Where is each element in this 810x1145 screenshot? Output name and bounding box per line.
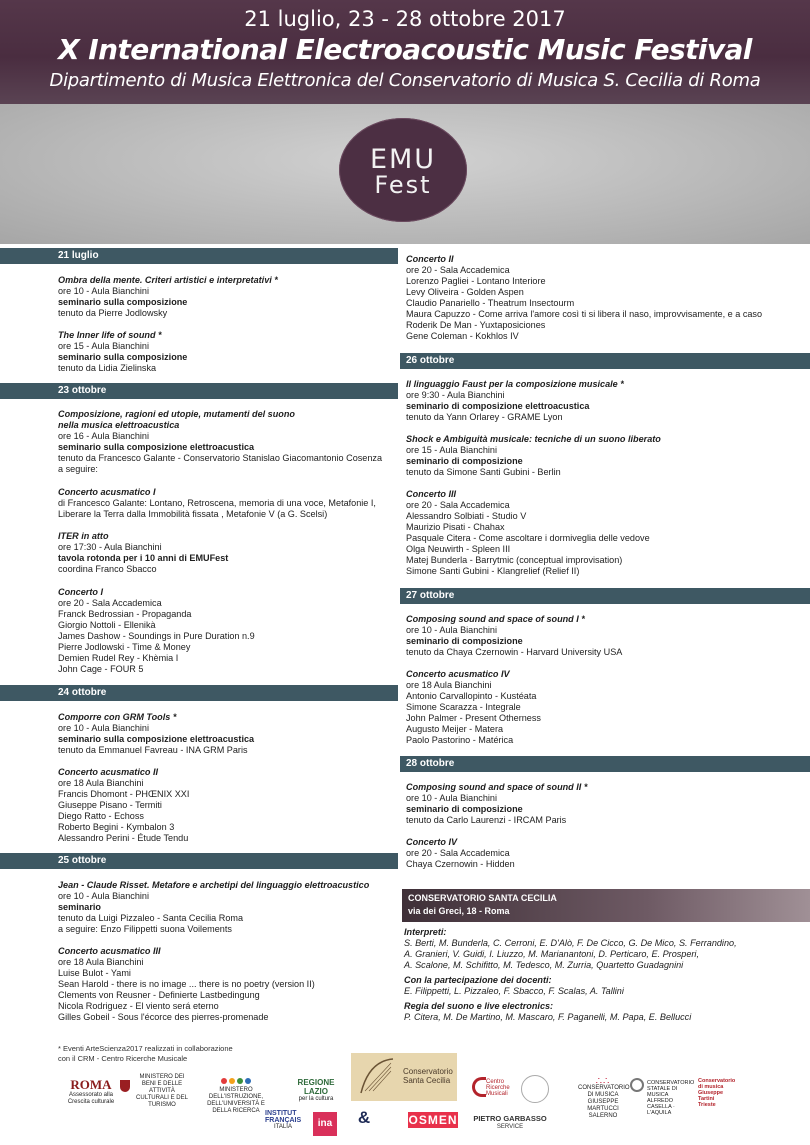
event-line: James Dashow - Soundings in Pure Duration n.9 xyxy=(58,631,255,641)
text-line: con il CRM - Centro Ricerche Musicale xyxy=(58,1054,188,1063)
event-line: ore 10 - Aula Bianchini xyxy=(406,793,497,803)
text-line: E. Filippetti, L. Pizzaleo, F. Sbacco, F. Scalas, A. Tallini xyxy=(404,986,624,996)
docenti-heading: Con la partecipazione dei docenti: xyxy=(404,975,552,985)
event-title: Concerto acusmatico I xyxy=(58,487,156,497)
event-line: John Palmer - Present Otherness xyxy=(406,713,541,723)
event-line: Antonio Carvallopinto - Kustéata xyxy=(406,691,537,701)
event-title: Concerto II xyxy=(406,254,454,264)
event-line: tenuto da Pierre Jodlowsky xyxy=(58,308,168,318)
event-block xyxy=(406,614,808,658)
day-header-27-ottobre: 27 ottobre xyxy=(400,588,810,604)
harp-icon xyxy=(351,1053,401,1101)
text-line: STATALE DI MUSICA xyxy=(647,1086,678,1098)
miur-text: MINISTERO DELL'ISTRUZIONE, DELL'UNIVERSITÀ E DELLA RICERCA xyxy=(207,1087,265,1114)
festival-dates: 21 luglio, 23 - 28 ottobre 2017 xyxy=(244,7,566,31)
roma-wordmark: ROMA xyxy=(70,1077,112,1092)
garbasso-subtitle: SERVICE xyxy=(496,1124,524,1130)
event-line: Maura Capuzzo - Come arriva l'amore così ti si libera il naso, improvvisamente, e a caso xyxy=(406,309,763,319)
event-line: Simone Scarazza - Integrale xyxy=(406,702,521,712)
event-line: Roberto Begini - Kymbalon 3 xyxy=(58,822,175,832)
event-line: a seguire: Enzo Filippetti suona Voilements xyxy=(58,924,232,934)
logo-line-1: EMU xyxy=(369,144,437,175)
text-line: Ricerche xyxy=(486,1085,510,1091)
event-line: di Francesco Galante: Lontano, Retroscena, memoria di una voce, Metafonie I, xyxy=(58,498,376,508)
event-line: Maurizio Pisati - Chahax xyxy=(406,522,505,532)
event-line: Roderik De Man - Yuxtaposiciones xyxy=(406,320,546,330)
roma-shield-icon xyxy=(120,1080,130,1092)
ampersand-logo: & xyxy=(357,1108,371,1127)
regione-wordmark: REGIONE LAZIO xyxy=(297,1078,335,1096)
event-block xyxy=(406,837,808,870)
event-line: ore 17:30 - Aula Bianchini xyxy=(58,542,162,552)
event-line: tenuto da Yann Orlarey - GRAME Lyon xyxy=(406,412,563,422)
text-line: Musicali xyxy=(486,1091,508,1097)
event-line: John Cage - FOUR 5 xyxy=(58,664,144,674)
event-line: Olga Neuwirth - Spleen III xyxy=(406,544,511,554)
institut-francais-logo xyxy=(265,1110,301,1138)
venue-address: via dei Greci, 18 - Roma xyxy=(408,906,510,916)
interpreti-list xyxy=(404,938,808,971)
event-line: Gilles Gobeil - Sous l'écorce des pierres-promenade xyxy=(58,1012,269,1022)
aquila-text xyxy=(647,1080,694,1116)
osmen-logo: OSMEN xyxy=(408,1113,458,1127)
event-block xyxy=(58,767,396,844)
docenti-list xyxy=(404,986,808,997)
event-title: ITER in atto xyxy=(58,531,109,541)
miur-dots-icon xyxy=(204,1078,268,1087)
event-type: seminario sulla composizione xyxy=(58,352,188,362)
event-line: Pasquale Citera - Come ascoltare i dormiveglia delle vedove xyxy=(406,533,650,543)
event-title: Composizione, ragioni ed utopie, mutamenti del suono xyxy=(58,409,295,419)
event-line: ore 10 - Aula Bianchini xyxy=(58,891,149,901)
festival-title: X International Electroacoustic Music Festival xyxy=(58,33,752,66)
event-title: Concerto III xyxy=(406,489,457,499)
event-line: Giorgio Nottoli - Ellenikà xyxy=(58,620,156,630)
regia-heading: Regia del suono e live electronics: xyxy=(404,1001,554,1011)
text-line: Trieste xyxy=(698,1102,716,1108)
event-line: ore 20 - Sala Accademica xyxy=(406,265,510,275)
event-line: ore 20 - Sala Accademica xyxy=(406,500,510,510)
event-type: seminario di composizione elettroacustica xyxy=(406,401,590,411)
event-line: ore 15 - Aula Bianchini xyxy=(58,341,149,351)
event-line: tenuto da Emmanuel Favreau - INA GRM Paris xyxy=(58,745,248,755)
text-line: Tartini xyxy=(698,1096,715,1102)
event-line: ore 15 - Aula Bianchini xyxy=(406,445,497,455)
text-line: Centro xyxy=(486,1079,505,1085)
crm-c-icon xyxy=(472,1077,486,1097)
event-block xyxy=(58,487,396,520)
text-line: di musica xyxy=(698,1084,724,1090)
event-type: seminario di composizione xyxy=(406,636,523,646)
tartini-text xyxy=(698,1078,746,1108)
event-line: Alessandro Solbiati - Studio V xyxy=(406,511,527,521)
event-type: seminario di composizione xyxy=(406,456,523,466)
event-line: Nicola Rodriguez - El viento será eterno xyxy=(58,1001,219,1011)
event-title: Concerto I xyxy=(58,587,103,597)
event-line: Claudio Panariello - Theatrum Insectourm xyxy=(406,298,575,308)
crm-text xyxy=(486,1079,510,1097)
venue-name: CONSERVATORIO SANTA CECILIA xyxy=(408,893,557,903)
day-header-23-ottobre: 23 ottobre xyxy=(0,383,398,399)
day-header-21-luglio: 21 luglio xyxy=(0,248,398,264)
event-line: coordina Franco Sbacco xyxy=(58,564,157,574)
text-line: FRANÇAIS xyxy=(265,1117,302,1124)
event-line: Demien Rudel Rey - Khèmia I xyxy=(58,653,179,663)
text-line: A. Scalone, M. Schifitto, M. Tedesco, M. Zurria, Quartetto Guadagnini xyxy=(404,960,684,970)
event-line: tenuto da Chaya Czernowin - Harvard University USA xyxy=(406,647,623,657)
event-line: tenuto da Francesco Galante - Conservatorio Stanislao Giacomantonio Cosenza xyxy=(58,453,383,463)
event-line: Liberare la Terra dalla Immobilità fissata , Metafonie V (a G. Scelsi) xyxy=(58,509,328,519)
crm-logo xyxy=(472,1075,514,1101)
salerno-text: CONSERVATORIO DI MUSICA GIUSEPPE MARTUCCI SALERNO xyxy=(578,1085,630,1119)
event-title: Concerto acusmatico III xyxy=(58,946,161,956)
ina-logo: ina xyxy=(313,1112,337,1136)
event-block xyxy=(406,254,808,342)
text-line: ALFREDO CASELLA · L'AQUILA xyxy=(647,1098,675,1116)
text-line: Conservatorio xyxy=(403,1067,453,1076)
event-line: Luise Bulot - Yami xyxy=(58,968,131,978)
institut-subtitle: ITALIA xyxy=(274,1124,292,1130)
event-block xyxy=(58,712,396,756)
event-line: Gene Coleman - Kokhlos IV xyxy=(406,331,519,341)
text-line: Giuseppe xyxy=(698,1090,724,1096)
event-type: seminario di composizione xyxy=(406,804,523,814)
event-block xyxy=(58,531,396,575)
miur-logo xyxy=(204,1078,268,1114)
event-line: Franck Bedrossian - Propaganda xyxy=(58,609,192,619)
event-line: Alessandro Perini - Étude Tendu xyxy=(58,833,189,843)
event-block xyxy=(406,669,808,746)
event-title: Comporre con GRM Tools * xyxy=(58,712,177,722)
day-header-24-ottobre: 24 ottobre xyxy=(0,685,398,701)
event-line: ore 20 - Sala Accademica xyxy=(58,598,162,608)
event-title: Il linguaggio Faust per la composizione musicale * xyxy=(406,379,624,389)
emufest-logo xyxy=(339,118,467,222)
text-line: A. Granieri, V. Guidi, I. Liuzzo, M. Marianantoni, D. Perticaro, E. Prosperi, xyxy=(404,949,699,959)
festival-header xyxy=(0,0,810,104)
day-header-26-ottobre: 26 ottobre xyxy=(400,353,810,369)
conservatorio-aquila-logo xyxy=(630,1078,695,1116)
artescienza-footnote xyxy=(58,1044,308,1064)
venue-box xyxy=(402,889,810,922)
ministero-beni-culturali-logo: MINISTERO DEI BENI E DELLE ATTIVITÀ CULTURALI E DEL TURISMO xyxy=(136,1074,188,1108)
event-type: seminario sulla composizione elettroacustica xyxy=(58,734,255,744)
roma-logo xyxy=(60,1077,122,1105)
garbasso-wordmark: PIETRO GARBASSO xyxy=(473,1114,547,1123)
event-type: seminario sulla composizione elettroacustica xyxy=(58,442,255,452)
dots-emblem-icon: ∴∴ xyxy=(595,1076,611,1087)
event-line: ore 18 Aula Bianchini xyxy=(58,957,144,967)
event-line: ore 9:30 - Aula Bianchini xyxy=(406,390,505,400)
event-block xyxy=(58,275,396,319)
event-line: Simone Santi Gubini - Klangrelief (Relief II) xyxy=(406,566,580,576)
event-line: tenuto da Carlo Laurenzi - IRCAM Paris xyxy=(406,815,567,825)
event-line: Levy Oliveira - Golden Aspen xyxy=(406,287,524,297)
institut-wordmark xyxy=(265,1110,301,1124)
day-header-25-ottobre: 25 ottobre xyxy=(0,853,398,869)
event-line: Lorenzo Pagliei - Lontano Interiore xyxy=(406,276,546,286)
event-line: Diego Ratto - Echoss xyxy=(58,811,144,821)
event-title: Concerto IV xyxy=(406,837,458,847)
event-block xyxy=(58,946,396,1023)
conservatorio-text xyxy=(403,1067,453,1085)
event-line: Giuseppe Pisano - Termiti xyxy=(58,800,162,810)
event-title: The Inner life of sound * xyxy=(58,330,162,340)
text-line: P. Citera, M. De Martino, M. Mascaro, F. Paganelli, M. Papa, E. Bellucci xyxy=(404,1012,692,1022)
event-title: Ombra della mente. Criteri artistici e interpretativi * xyxy=(58,275,278,285)
event-line: Chaya Czernowin - Hidden xyxy=(406,859,515,869)
performers-section xyxy=(404,927,808,1023)
event-line: Augusto Meijer - Matera xyxy=(406,724,504,734)
event-title: Composing sound and space of sound II * xyxy=(406,782,588,792)
event-line: Matej Bunderla - Barrytmic (conceptual improvisation) xyxy=(406,555,623,565)
event-line: a seguire: xyxy=(58,464,98,474)
event-line: tenuto da Lidia Zielinska xyxy=(58,363,157,373)
event-type: seminario xyxy=(58,902,101,912)
event-line: tenuto da Luigi Pizzaleo - Santa Cecilia Roma xyxy=(58,913,244,923)
event-line: Sean Harold - there is no image ... there is no poetry (version II) xyxy=(58,979,315,989)
event-line: Paolo Pastorino - Matérica xyxy=(406,735,514,745)
roma-subtitle: Assessorato alla Crescita culturale xyxy=(67,1092,115,1105)
conservatorio-salerno-logo xyxy=(578,1076,630,1119)
event-block xyxy=(406,379,808,423)
text-line: Conservatorio xyxy=(698,1078,736,1084)
event-line: ore 10 - Aula Bianchini xyxy=(406,625,497,635)
logo-line-2: Fest xyxy=(374,171,432,199)
text-line: CONSERVATORIO xyxy=(647,1080,695,1086)
event-title: Concerto acusmatico II xyxy=(58,767,159,777)
text-line: * Eventi ArteScienza2017 realizzati in collaborazione xyxy=(58,1044,233,1053)
event-line: ore 20 - Sala Accademica xyxy=(406,848,510,858)
event-block xyxy=(58,330,396,374)
ring-emblem-icon xyxy=(630,1078,644,1092)
conservatorio-tartini-logo xyxy=(698,1078,746,1108)
event-line: ore 18 Aula Bianchini xyxy=(406,680,492,690)
event-block xyxy=(406,489,808,577)
event-line: tenuto da Simone Santi Gubini - Berlin xyxy=(406,467,561,477)
text-line: INSTITUT xyxy=(265,1110,297,1117)
event-line: Francis Dhomont - PHŒNIX XXI xyxy=(58,789,190,799)
event-line: ore 16 - Aula Bianchini xyxy=(58,431,149,441)
event-line: Clements von Reusner - Definierte Lastbedingung xyxy=(58,990,260,1000)
event-title: Composing sound and space of sound I * xyxy=(406,614,585,624)
text-line: S. Berti, M. Bunderla, C. Cerroni, E. D'Alò, F. De Cicco, G. De Mico, S. Ferrandino, xyxy=(404,938,737,948)
event-block xyxy=(58,880,396,935)
event-line: Pierre Jodlowski - Time & Money xyxy=(58,642,191,652)
event-line: ore 10 - Aula Bianchini xyxy=(58,723,149,733)
conservatorio-santa-cecilia-logo xyxy=(351,1053,457,1101)
event-block xyxy=(406,782,808,826)
event-line: ore 18 Aula Bianchini xyxy=(58,778,144,788)
event-line: ore 10 - Aula Bianchini xyxy=(58,286,149,296)
department-subtitle: Dipartimento di Musica Elettronica del Conservatorio di Musica S. Cecilia di Roma xyxy=(49,70,761,91)
event-title: Shock e Ambiguità musicale: tecniche di un suono liberato xyxy=(406,434,661,444)
regione-subtitle: per la cultura xyxy=(298,1096,334,1102)
event-title: Concerto acusmatico IV xyxy=(406,669,510,679)
circle-emblem-icon xyxy=(521,1075,549,1103)
event-type: tavola rotonda per i 10 anni di EMUFest xyxy=(58,553,229,563)
regione-lazio-logo xyxy=(286,1078,346,1100)
event-block xyxy=(406,434,808,478)
event-block xyxy=(58,587,396,675)
text-line: Santa Cecilia xyxy=(403,1076,451,1085)
event-title: Jean - Claude Risset. Metafore e archetipi del linguaggio elettroacustico xyxy=(58,880,370,890)
regia-list xyxy=(404,1012,808,1023)
event-title: nella musica elettroacustica xyxy=(58,420,180,430)
pietro-garbasso-logo xyxy=(470,1115,550,1131)
day-header-28-ottobre: 28 ottobre xyxy=(400,756,810,772)
event-type: seminario sulla composizione xyxy=(58,297,188,307)
event-block xyxy=(58,409,396,475)
interpreti-heading: Interpreti: xyxy=(404,927,447,937)
